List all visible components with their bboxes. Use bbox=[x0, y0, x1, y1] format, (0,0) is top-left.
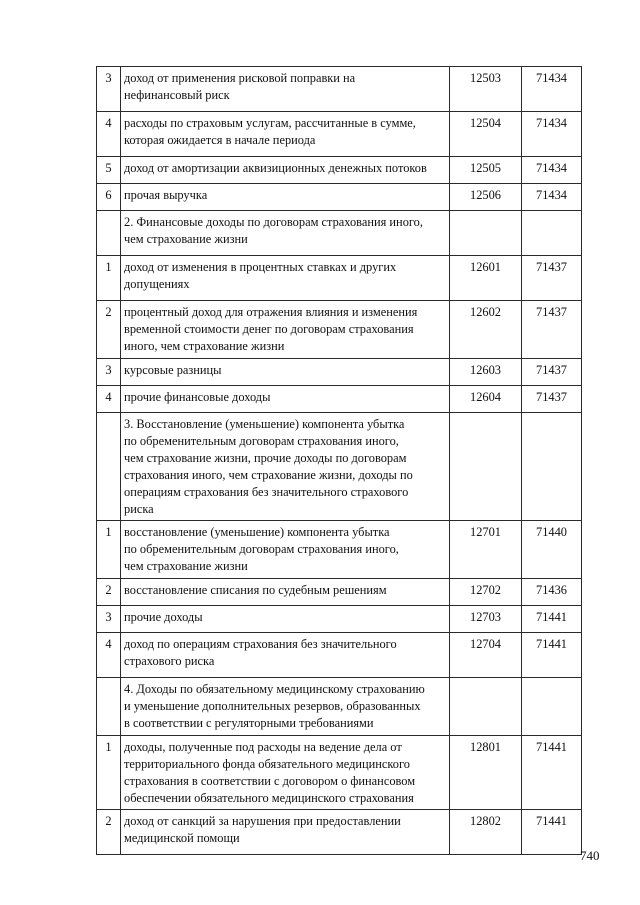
table-row bbox=[97, 256, 582, 301]
row-account: 71434 bbox=[522, 67, 582, 112]
row-number bbox=[97, 211, 121, 256]
table-row bbox=[97, 606, 582, 633]
row-code: 12604 bbox=[450, 386, 522, 413]
row-account: 71441 bbox=[522, 810, 582, 855]
row-account: 71440 bbox=[522, 521, 582, 579]
row-description: прочая выручка bbox=[121, 184, 450, 211]
table-row bbox=[97, 810, 582, 855]
row-number: 4 bbox=[97, 386, 121, 413]
row-code: 12801 bbox=[450, 736, 522, 810]
row-account: 71441 bbox=[522, 736, 582, 810]
row-account bbox=[522, 678, 582, 736]
table-row bbox=[97, 301, 582, 359]
table-row bbox=[97, 736, 582, 810]
row-code bbox=[450, 211, 522, 256]
row-account: 71437 bbox=[522, 386, 582, 413]
row-account: 71434 bbox=[522, 112, 582, 157]
row-account: 71436 bbox=[522, 579, 582, 606]
row-code bbox=[450, 413, 522, 521]
row-code: 12603 bbox=[450, 359, 522, 386]
row-code: 12602 bbox=[450, 301, 522, 359]
row-number: 3 bbox=[97, 359, 121, 386]
row-description: прочие финансовые доходы bbox=[121, 386, 450, 413]
row-account: 71434 bbox=[522, 157, 582, 184]
row-description: доход от изменения в процентных ставках и других допущениях bbox=[121, 256, 450, 301]
row-number: 2 bbox=[97, 810, 121, 855]
table-row bbox=[97, 359, 582, 386]
row-description: доход от применения рисковой поправки на нефинансовый риск bbox=[121, 67, 450, 112]
row-description: доходы, полученные под расходы на ведение дела от территориального фонда обязательного медицинского страхования в соответствии с договором о финансовом обеспечении обязательного медицинского страхования bbox=[121, 736, 450, 810]
row-code: 12506 bbox=[450, 184, 522, 211]
row-number: 2 bbox=[97, 301, 121, 359]
row-description: восстановление списания по судебным решениям bbox=[121, 579, 450, 606]
row-description: 4. Доходы по обязательному медицинскому страхованию и уменьшение дополнительных резервов, образованных в соответствии с регуляторными требованиями bbox=[121, 678, 450, 736]
row-number: 6 bbox=[97, 184, 121, 211]
row-number: 3 bbox=[97, 67, 121, 112]
row-number: 4 bbox=[97, 633, 121, 678]
row-description: восстановление (уменьшение) компонента убытка по обременительным договорам страхования иного, чем страхование жизни bbox=[121, 521, 450, 579]
row-number: 1 bbox=[97, 256, 121, 301]
row-account: 71437 bbox=[522, 256, 582, 301]
row-code: 12702 bbox=[450, 579, 522, 606]
row-code: 12703 bbox=[450, 606, 522, 633]
table-row bbox=[97, 112, 582, 157]
row-description: расходы по страховым услугам, рассчитанные в сумме, которая ожидается в начале периода bbox=[121, 112, 450, 157]
row-description: 2. Финансовые доходы по договорам страхования иного, чем страхование жизни bbox=[121, 211, 450, 256]
row-description: процентный доход для отражения влияния и изменения временной стоимости денег по договорам страхования иного, чем страхование жизни bbox=[121, 301, 450, 359]
row-description: прочие доходы bbox=[121, 606, 450, 633]
section-heading-row bbox=[97, 678, 582, 736]
row-number: 1 bbox=[97, 736, 121, 810]
row-code: 12601 bbox=[450, 256, 522, 301]
row-account: 71441 bbox=[522, 633, 582, 678]
row-number: 1 bbox=[97, 521, 121, 579]
table-row bbox=[97, 67, 582, 112]
row-account: 71437 bbox=[522, 359, 582, 386]
row-account: 71441 bbox=[522, 606, 582, 633]
section-heading-row bbox=[97, 211, 582, 256]
row-account: 71437 bbox=[522, 301, 582, 359]
row-code: 12802 bbox=[450, 810, 522, 855]
table-row bbox=[97, 579, 582, 606]
row-number: 2 bbox=[97, 579, 121, 606]
row-description: курсовые разницы bbox=[121, 359, 450, 386]
table-row bbox=[97, 184, 582, 211]
row-code: 12504 bbox=[450, 112, 522, 157]
row-account: 71434 bbox=[522, 184, 582, 211]
table-row bbox=[97, 633, 582, 678]
row-number bbox=[97, 413, 121, 521]
row-number: 3 bbox=[97, 606, 121, 633]
row-code: 12503 bbox=[450, 67, 522, 112]
row-description: доход от амортизации аквизиционных денежных потоков bbox=[121, 157, 450, 184]
row-number bbox=[97, 678, 121, 736]
row-number: 4 bbox=[97, 112, 121, 157]
row-description: 3. Восстановление (уменьшение) компонента убытка по обременительным договорам страхования иного, чем страхование жизни, прочие доходы по договорам страхования иного, чем страхование жизни, доходы по операциям страхования без значительного страхового риска bbox=[121, 413, 450, 521]
table-body bbox=[97, 67, 582, 855]
row-code bbox=[450, 678, 522, 736]
row-code: 12704 bbox=[450, 633, 522, 678]
accounts-table bbox=[96, 66, 582, 855]
row-code: 12505 bbox=[450, 157, 522, 184]
page-number: 740 bbox=[580, 848, 600, 863]
section-heading-row bbox=[97, 413, 582, 521]
row-description: доход от санкций за нарушения при предоставлении медицинской помощи bbox=[121, 810, 450, 855]
row-code: 12701 bbox=[450, 521, 522, 579]
row-account bbox=[522, 211, 582, 256]
row-account bbox=[522, 413, 582, 521]
table-row bbox=[97, 386, 582, 413]
row-number: 5 bbox=[97, 157, 121, 184]
table-row bbox=[97, 521, 582, 579]
row-description: доход по операциям страхования без значительного страхового риска bbox=[121, 633, 450, 678]
table-row bbox=[97, 157, 582, 184]
